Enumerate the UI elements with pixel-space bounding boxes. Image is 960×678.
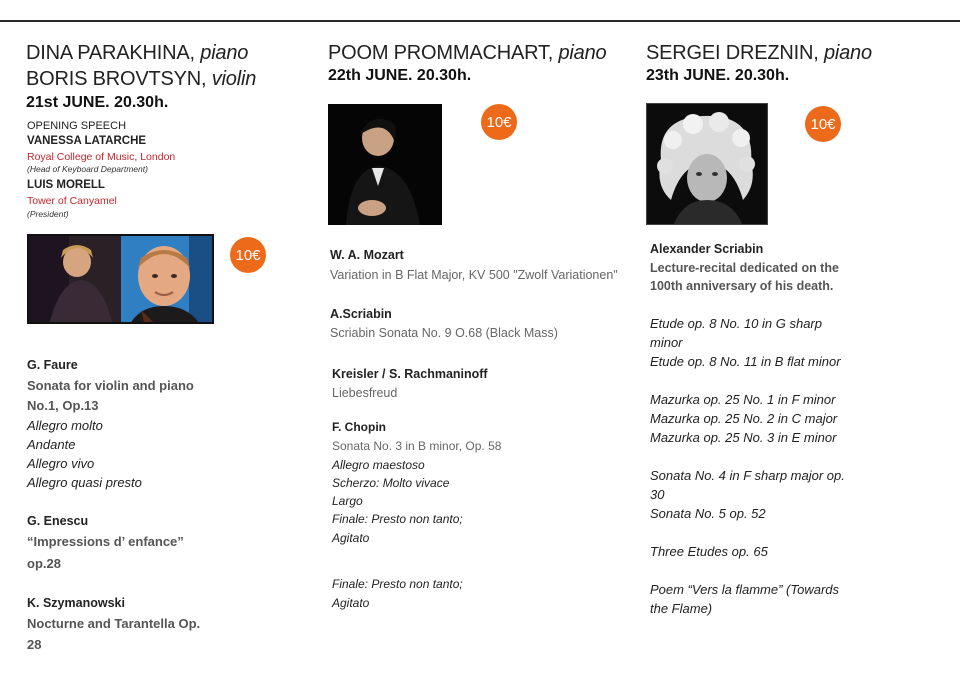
work-title: “Impressions d’ enfance” xyxy=(27,534,184,549)
price-badge: 10€ xyxy=(230,237,266,273)
concert-date: 23th JUNE. 20.30h. xyxy=(646,67,790,84)
speaker-1-name: VANESSA LATARCHE xyxy=(27,135,147,147)
work-title: Mazurka op. 25 No. 2 in C major xyxy=(650,411,838,426)
movement: Finale: Presto non tanto; xyxy=(332,577,463,591)
performer-photo xyxy=(328,104,442,225)
performer-name: POOM PROMMACHART, xyxy=(328,42,554,64)
movement: Finale: Presto non tanto; xyxy=(332,512,463,526)
movement: Andante xyxy=(27,437,76,452)
work-title: Scriabin Sonata No. 9 O.68 (Black Mass) xyxy=(330,326,558,340)
performer xyxy=(328,42,606,65)
work-title-cont: No.1, Op.13 xyxy=(27,398,99,413)
performer-2 xyxy=(26,68,256,91)
work-title: Sonata No. 5 op. 52 xyxy=(650,506,766,521)
work-title: Sonata No. 3 in B minor, Op. 58 xyxy=(332,439,502,453)
performer-2-name: BORIS BROVTSYN, xyxy=(26,68,207,90)
work-title: Mazurka op. 25 No. 3 in E minor xyxy=(650,430,837,445)
price-badge: 10€ xyxy=(805,106,841,142)
performer xyxy=(646,42,872,65)
composer-faure: G. Faure xyxy=(27,358,78,372)
work-title: Sonata No. 4 in F sharp major op. xyxy=(650,468,845,483)
work-title: Poem “Vers la flamme” (Towards xyxy=(650,582,840,597)
movement: Allegro vivo xyxy=(27,456,95,471)
speaker-1-role: (Head of Keyboard Department) xyxy=(27,164,148,174)
work-title: Sonata for violin and piano xyxy=(27,378,194,393)
work-title: Etude op. 8 No. 11 in B flat minor xyxy=(650,354,841,369)
work-title-cont: the Flame) xyxy=(650,601,713,616)
performer-instrument: piano xyxy=(823,42,872,64)
movement-cont: Agitato xyxy=(332,596,370,610)
work-title: Variation in B Flat Major, KV 500 "Zwolf Variationen" xyxy=(330,268,618,282)
work-title: Nocturne and Tarantella Op. xyxy=(27,616,201,631)
lecture-note: Lecture-recital dedicated on the xyxy=(650,261,839,275)
movement: Allegro molto xyxy=(27,418,103,433)
work-title-cont: op.28 xyxy=(27,556,61,571)
composer-mozart: W. A. Mozart xyxy=(330,248,404,262)
composer-szymanowski: K. Szymanowski xyxy=(27,596,125,610)
performer-2-instrument: violin xyxy=(211,68,257,90)
speaker-2-name: LUIS MORELL xyxy=(27,179,105,191)
work-title: Mazurka op. 25 No. 1 in F minor xyxy=(650,392,836,407)
performer-photo-image xyxy=(328,104,442,225)
movement: Allegro quasi presto xyxy=(27,475,142,490)
performer-instrument: piano xyxy=(558,42,607,64)
speaker-2-role: (President) xyxy=(27,209,69,219)
work-title: Three Etudes op. 65 xyxy=(650,544,768,559)
composer-enescu: G. Enescu xyxy=(27,514,89,528)
composer-kreisler-rachmaninoff: Kreisler / S. Rachmaninoff xyxy=(332,367,488,381)
movement: Largo xyxy=(332,494,363,508)
speaker-1-org: Royal College of Music, London xyxy=(27,151,176,163)
work-title-cont: 28 xyxy=(27,637,42,652)
work-title: Liebesfreud xyxy=(332,386,398,400)
performer-1 xyxy=(26,42,248,65)
performer-1-name: DINA PARAKHINA, xyxy=(26,42,195,64)
opening-speech-label: OPENING SPEECH xyxy=(27,120,127,132)
lecture-note-cont: 100th anniversary of his death. xyxy=(650,279,834,293)
performer-photo xyxy=(646,103,768,225)
movement-cont: Agitato xyxy=(332,531,370,545)
movement: Allegro maestoso xyxy=(332,458,425,472)
composer-scriabin: Alexander Scriabin xyxy=(650,242,764,256)
performers-photo xyxy=(27,234,214,324)
work-title-cont: minor xyxy=(650,335,683,350)
work-title: Etude op. 8 No. 10 in G sharp xyxy=(650,316,822,331)
speaker-2-org: Tower of Canyamel xyxy=(27,195,117,207)
composer-chopin: F. Chopin xyxy=(332,420,386,434)
top-divider xyxy=(0,20,960,22)
work-title-cont: 30 xyxy=(650,487,665,502)
concert-date: 22th JUNE. 20.30h. xyxy=(328,67,472,84)
movement: Scherzo: Molto vivace xyxy=(332,476,450,490)
price-badge: 10€ xyxy=(481,104,517,140)
concert-date: 21st JUNE. 20.30h. xyxy=(26,94,169,111)
performer-photo-image xyxy=(647,104,768,225)
performer-1-instrument: piano xyxy=(200,42,249,64)
performer-name: SERGEI DREZNIN, xyxy=(646,42,819,64)
composer-scriabin: A.Scriabin xyxy=(330,307,392,321)
performers-photo-image xyxy=(29,236,214,324)
